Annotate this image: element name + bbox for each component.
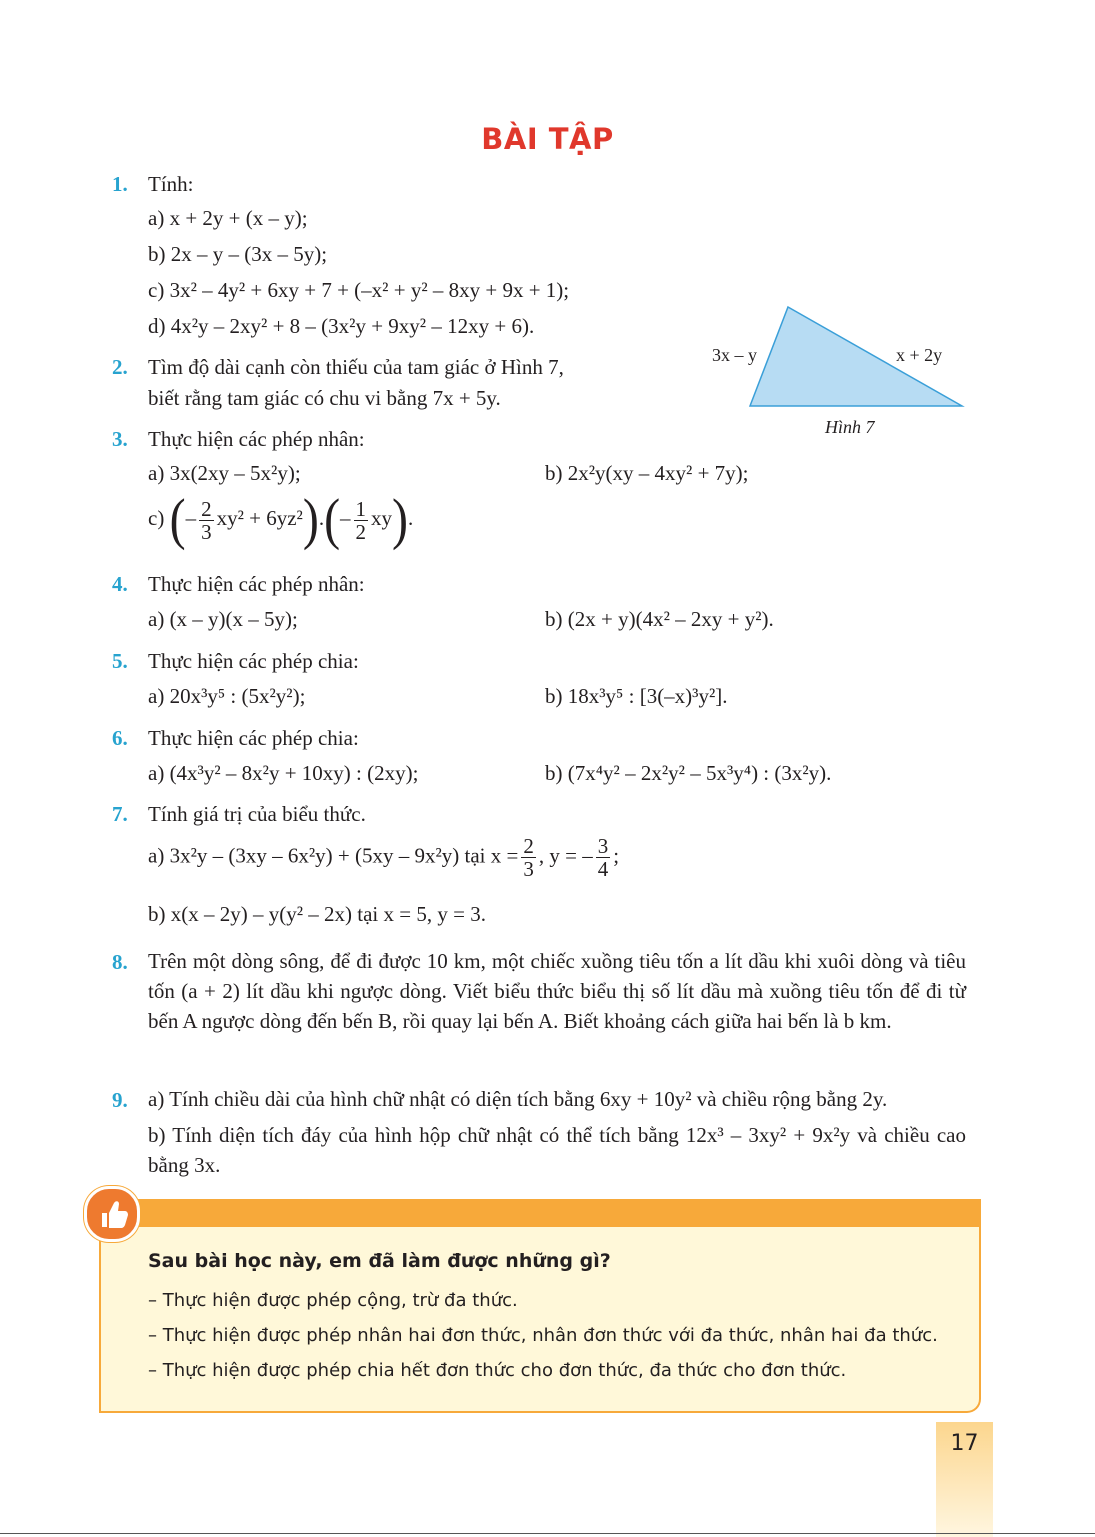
exercise-number: 7. bbox=[112, 802, 128, 826]
exercise-number: 5. bbox=[112, 649, 128, 673]
thumbs-up-svg bbox=[87, 1189, 137, 1239]
item-a: a) (4x³y² – 8x²y + 10xy) : (2xy); bbox=[148, 761, 419, 785]
page-number: 17 bbox=[950, 1431, 979, 1456]
footer-rule bbox=[0, 1533, 1095, 1534]
close-paren: ) bbox=[302, 487, 319, 552]
exercise-text-line: Tìm độ dài cạnh còn thiếu của tam giác ở Hình 7, bbox=[148, 355, 564, 379]
item-a: a) 3x(2xy – 5x²y); bbox=[148, 461, 301, 485]
item-label: c) bbox=[148, 505, 165, 530]
exercise-number: 1. bbox=[112, 172, 128, 196]
numerator: 3 bbox=[597, 834, 609, 858]
item-c: c) 3x² – 4y² + 6xy + 7 + (–x² + y² – 8xy + 9x + 1); bbox=[148, 278, 570, 302]
item-b: b) (7x⁴y² – 2x²y² – 5x³y⁴) : (3x²y). bbox=[545, 761, 832, 785]
item-b: b) 2x – y – (3x – 5y); bbox=[148, 242, 328, 266]
minus-sign: – bbox=[185, 505, 197, 530]
summary-title: Sau bài học này, em đã làm được những gì? bbox=[148, 1250, 611, 1272]
open-paren: ( bbox=[324, 487, 341, 552]
exercise-heading: Thực hiện các phép nhân: bbox=[148, 572, 365, 596]
period: . bbox=[408, 505, 414, 530]
item-a: a) Tính chiều dài của hình chữ nhật có diện tích bằng 6xy + 10y² và chiều rộng bằng 2y. bbox=[148, 1087, 888, 1111]
item-d: d) 4x²y – 2xy² + 8 – (3x²y + 9xy² – 12xy + 6). bbox=[148, 314, 535, 338]
summary-item: – Thực hiện được phép cộng, trừ đa thức. bbox=[148, 1290, 518, 1311]
denominator: 4 bbox=[597, 857, 609, 881]
denominator: 3 bbox=[201, 519, 212, 544]
item-c bbox=[148, 487, 414, 552]
fraction bbox=[521, 835, 536, 880]
numerator: 1 bbox=[355, 496, 367, 521]
summary-box-header bbox=[99, 1199, 979, 1227]
fraction bbox=[199, 498, 214, 543]
figure-caption: Hình 7 bbox=[825, 417, 875, 437]
exercise-number: 2. bbox=[112, 355, 128, 379]
expression: xy bbox=[371, 505, 393, 530]
summary-item: – Thực hiện được phép nhân hai đơn thức, nhân đơn thức với đa thức, nhân hai đa thức. bbox=[148, 1325, 938, 1346]
exercise-heading: Thực hiện các phép chia: bbox=[148, 649, 359, 673]
minus-sign: – bbox=[340, 505, 351, 530]
item-b: b) 2x²y(xy – 4xy² + 7y); bbox=[545, 461, 749, 485]
item-a bbox=[148, 835, 619, 880]
numerator: 2 bbox=[523, 834, 534, 858]
exercise-heading: Tính: bbox=[148, 172, 194, 196]
open-paren: ( bbox=[169, 487, 186, 552]
expression: a) 3x²y – (3xy – 6x²y) + (5xy – 9x²y) tại x = bbox=[148, 843, 519, 868]
denominator: 3 bbox=[523, 857, 534, 881]
exercise-number: 3. bbox=[112, 427, 128, 451]
exercise-number: 4. bbox=[112, 572, 128, 596]
dot-operator: . bbox=[318, 505, 325, 530]
item-a: a) x + 2y + (x – y); bbox=[148, 206, 308, 230]
right-side-label: x + 2y bbox=[896, 345, 943, 365]
item-b: b) 18x³y⁵ : [3(–x)³y²]. bbox=[545, 684, 728, 708]
exercise-heading: Thực hiện các phép nhân: bbox=[148, 427, 365, 451]
item-b: b) (2x + y)(4x² – 2xy + y²). bbox=[545, 607, 774, 631]
left-side-label: 3x – y bbox=[712, 345, 757, 365]
fraction bbox=[596, 835, 611, 880]
fraction bbox=[354, 498, 369, 543]
exercise-heading: Thực hiện các phép chia: bbox=[148, 726, 359, 750]
summary-item: – Thực hiện được phép chia hết đơn thức cho đơn thức, đa thức cho đơn thức. bbox=[148, 1360, 847, 1381]
exercise-text: Trên một dòng sông, để đi được 10 km, một chiếc xuồng tiêu tốn a lít dầu khi xuôi dòng và tiêu tốn (a + 2) lít dầu khi ngược dòng. Viết biểu thức biểu thị số lít dầu mà xuồng tiêu tốn để đi từ bến A ngược dòng đến bến B, rồi quay lại bến A. Biết khoảng cách giữa hai bến là b km. bbox=[148, 949, 966, 1033]
denominator: 2 bbox=[355, 519, 367, 544]
numerator: 2 bbox=[201, 496, 212, 521]
exercise-number: 8. bbox=[112, 950, 128, 974]
item-b: b) Tính diện tích đáy của hình hộp chữ nhật có thể tích bằng 12x³ – 3xy² + 9x²y và chiều cao bằng 3x. bbox=[148, 1123, 966, 1177]
expression: , y = – bbox=[538, 843, 593, 868]
semicolon: ; bbox=[613, 843, 620, 868]
expression: xy² + 6yz² bbox=[216, 505, 303, 530]
triangle-figure bbox=[700, 300, 980, 445]
item-a: a) (x – y)(x – 5y); bbox=[148, 607, 298, 631]
exercise-heading: Tính giá trị của biểu thức. bbox=[148, 802, 366, 826]
thumbs-up-icon bbox=[84, 1186, 140, 1242]
close-paren: ) bbox=[392, 487, 409, 552]
item-a: a) 20x³y⁵ : (5x²y²); bbox=[148, 684, 306, 708]
exercise-number: 9. bbox=[112, 1088, 128, 1112]
exercise-text-line: biết rằng tam giác có chu vi bằng 7x + 5y. bbox=[148, 386, 501, 410]
exercise-number: 6. bbox=[112, 726, 128, 750]
page-title: BÀI TẬP bbox=[481, 122, 614, 156]
item-b: b) x(x – 2y) – y(y² – 2x) tại x = 5, y = 3. bbox=[148, 902, 486, 926]
